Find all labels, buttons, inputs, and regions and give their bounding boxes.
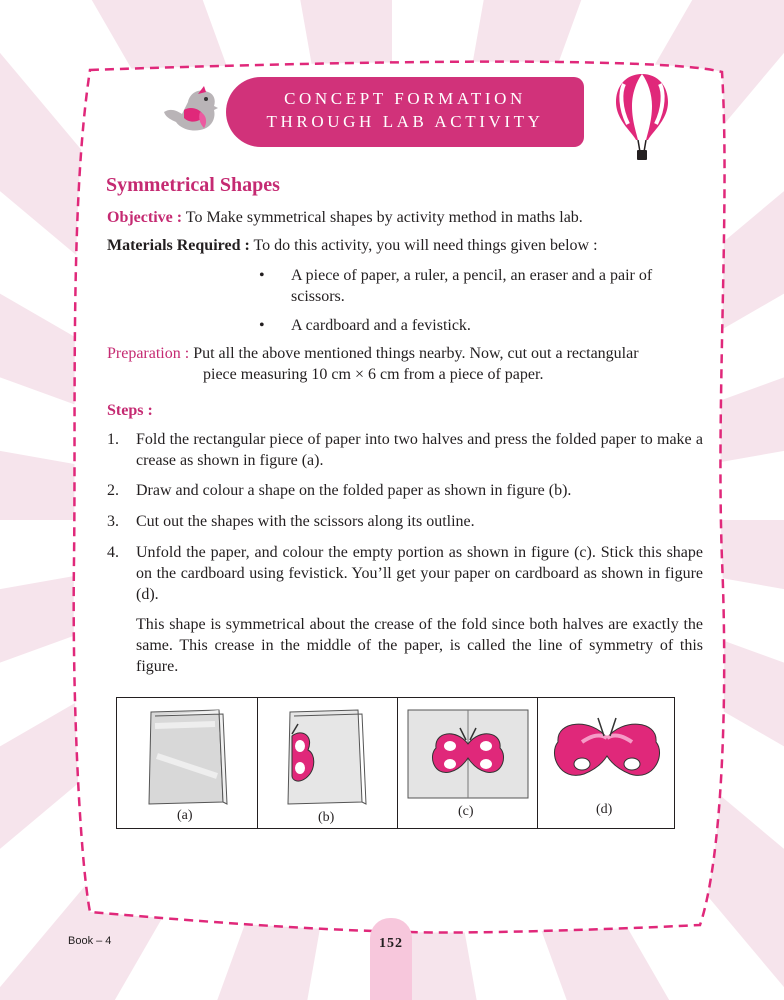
objective-label: Objective : [107,209,183,226]
step-number: 1. [107,431,119,448]
figure-cell [257,698,398,828]
book-label: Book – 4 [68,935,112,947]
step-text: Cut out the shapes with the scissors along its outline. [136,513,475,530]
bullet: • [259,267,265,284]
step-number: 3. [107,513,119,530]
steps-label: Steps : [107,402,153,419]
preparation-text: Put all the above mentioned things nearby. Now, cut out a rectangular [189,345,639,362]
material-item [259,315,699,337]
figure-caption: (a) [177,808,193,823]
bird-icon [160,82,232,136]
hot-air-balloon-icon [614,72,670,168]
bullet: • [259,317,265,334]
page-number-tab [370,918,412,1000]
page-number: 152 [379,936,403,951]
half-butterfly-on-paper-icon [284,706,370,806]
material-item [259,265,699,309]
butterfly-on-unfolded-paper-icon [406,706,530,802]
materials-line [107,235,598,256]
materials-label: Materials Required : [107,237,250,254]
page-title: Symmetrical Shapes [106,174,280,196]
material-item-line: A piece of paper, a ruler, a pencil, an eraser and a pair of [291,267,653,284]
step-item [107,429,703,473]
figure-strip [116,697,675,829]
materials-text: To do this activity, you will need things given below : [249,237,598,254]
preparation-label: Preparation : [107,345,190,362]
folded-paper-icon [145,706,229,806]
chapter-banner [226,77,584,147]
step-item [107,511,703,533]
step-number: 4. [107,544,119,561]
step-item [107,542,703,608]
preparation-line-2: piece measuring 10 cm × 6 cm from a piece of paper. [203,366,544,383]
step-text: Draw and colour a shape on the folded paper as shown in figure (b). [136,482,572,499]
banner-line-2: THROUGH LAB ACTIVITY [266,112,544,131]
preparation-line-1 [107,343,639,364]
figure-cell [397,698,538,828]
material-item-line: scissors. [291,288,345,305]
objective-line [107,207,583,228]
figure-caption: (c) [458,804,474,819]
step-text: Unfold the paper, and colour the empty portion as shown in figure (c). Stick this shape on the cardboard using fevistick. You’ll get your paper on cardboard as shown in figure (d). [136,544,703,603]
butterfly-cutout-icon [548,708,666,792]
conclusion-paragraph: This shape is symmetrical about the crease of the fold since both halves are exactly the same. This crease in the middle of the paper, is called the line of symmetry of this figure. [136,616,703,675]
figure-cell [537,698,675,828]
step-number: 2. [107,482,119,499]
material-item-line: A cardboard and a fevistick. [291,317,471,334]
figure-caption: (b) [318,810,335,825]
objective-text: To Make symmetrical shapes by activity method in maths lab. [182,209,583,226]
step-text: Fold the rectangular piece of paper into two halves and press the folded paper to make a crease as shown in figure (a). [136,431,703,469]
banner-line-1: CONCEPT FORMATION [284,89,526,108]
figure-cell [117,698,257,828]
step-item [107,480,703,502]
figure-caption: (d) [596,802,613,817]
